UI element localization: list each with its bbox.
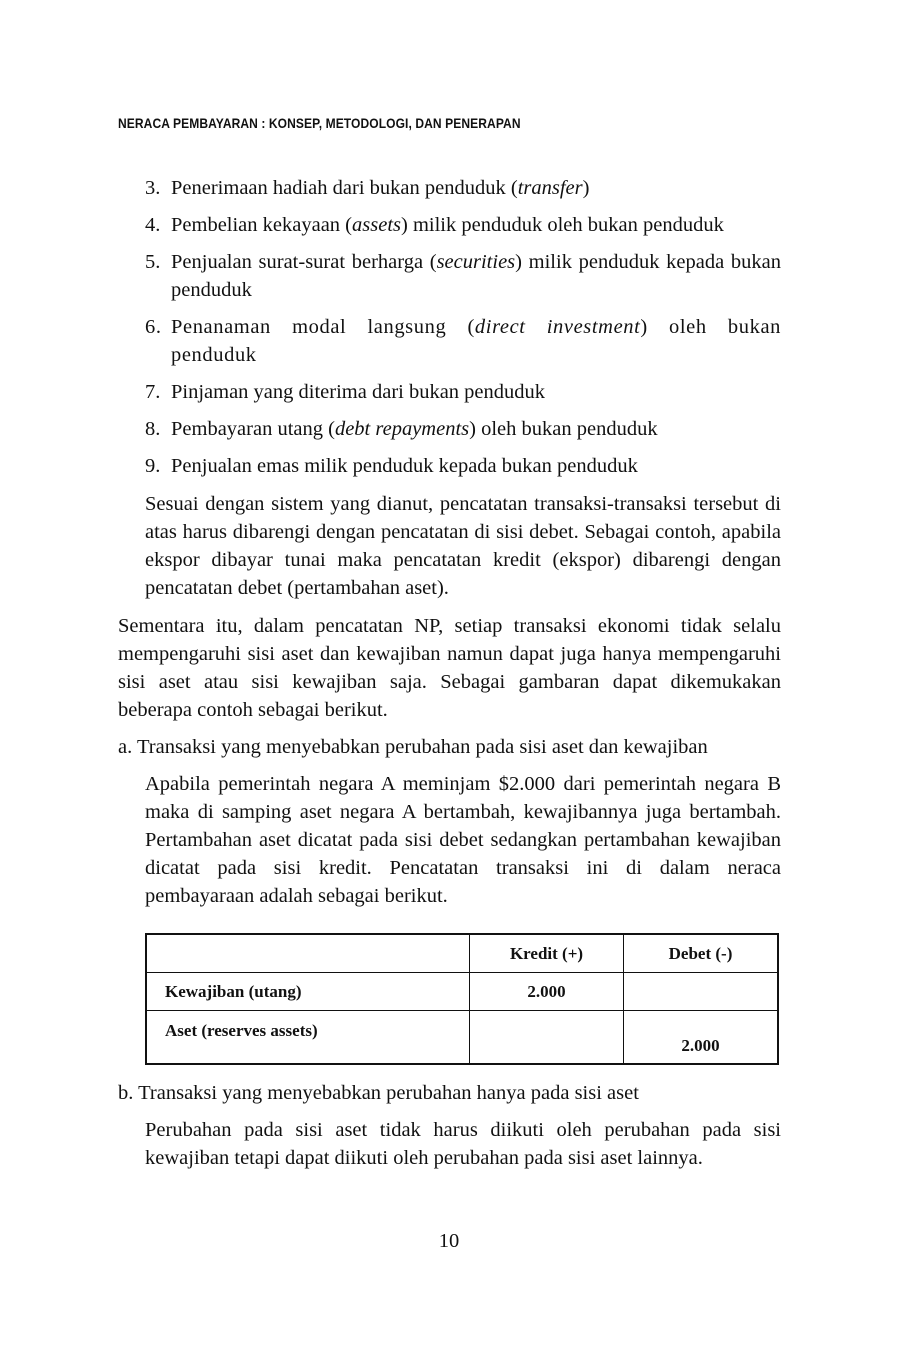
foreign-term: direct investment xyxy=(474,316,641,338)
foreign-term: securities xyxy=(436,251,516,273)
debet-value xyxy=(624,973,779,1011)
list-number: 9. xyxy=(145,455,161,477)
paragraph-asset-change: Perubahan pada sisi aset tidak harus diikuti oleh perubahan pada sisi kewajiban tetapi dapat diikuti oleh perubahan pada sisi aset lainnya. xyxy=(145,1119,781,1169)
kredit-value xyxy=(470,1011,624,1065)
table-header-kredit: Kredit (+) xyxy=(470,934,624,973)
list-item: 9. Penjualan emas milik penduduk kepada bukan penduduk xyxy=(145,452,781,480)
section-b-heading: b. Transaksi yang menyebabkan perubahan hanya pada sisi aset xyxy=(118,1082,639,1104)
list-item: 7. Pinjaman yang diterima dari bukan penduduk xyxy=(145,378,781,406)
table-header-row xyxy=(146,934,778,973)
debet-value: 2.000 xyxy=(624,1011,779,1065)
table-row xyxy=(146,973,778,1011)
row-label: Kewajiban (utang) xyxy=(146,973,470,1011)
list-number: 4. xyxy=(145,214,161,236)
list-number: 8. xyxy=(145,418,161,440)
foreign-term: debt repayments xyxy=(334,418,470,440)
list-item: 6. Penanaman modal langsung (direct investment) oleh bukan penduduk xyxy=(145,313,781,369)
list-item: 4. Pembelian kekayaan (assets) milik penduduk oleh bukan penduduk xyxy=(145,211,781,239)
receipt-list xyxy=(145,174,781,489)
running-header: NERACA PEMBAYARAN : KONSEP, METODOLOGI, DAN PENERAPAN xyxy=(118,115,521,131)
paragraph-debit-recording: Sesuai dengan sistem yang dianut, pencatatan transaksi-transaksi tersebut di atas harus dibarengi dengan pencatatan di sisi debet. Sebagai contoh, apabila ekspor dibayar tunai maka pencatatan kredit (ekspor) dibarengi dengan pencatatan debet (pertambahan aset). xyxy=(145,493,781,599)
foreign-term: transfer xyxy=(517,177,583,199)
table-header-cell xyxy=(146,934,470,973)
foreign-term: assets xyxy=(352,214,401,236)
paragraph-loan-example: Apabila pemerintah negara A meminjam $2.000 dari pemerintah negara B maka di samping aset negara A bertambah, kewajibannya juga bertambah. Pertambahan aset dicatat pada sisi debet sedangkan pertambahan kewajiban dicatat pada sisi kredit. Pencatatan transaksi ini di dalam neraca pembayaraan adalah sebagai berikut. xyxy=(145,773,781,907)
list-item: 8. Pembayaran utang (debt repayments) oleh bukan penduduk xyxy=(145,415,781,443)
paragraph-np-recording: Sementara itu, dalam pencatatan NP, setiap transaksi ekonomi tidak selalu mempengaruhi sisi aset dan kewajiban namun dapat juga hanya mempengaruhi sisi aset atau sisi kewajiban saja. Sebagai gambaran dapat dikemukakan beberapa contoh sebagai berikut. xyxy=(118,615,781,721)
list-number: 5. xyxy=(145,251,161,273)
row-label: Aset (reserves assets) xyxy=(146,1011,470,1065)
list-number: 6. xyxy=(145,316,162,338)
balance-table xyxy=(145,933,779,1065)
table-row xyxy=(146,1011,778,1065)
list-item: 5. Penjualan surat-surat berharga (securities) milik penduduk kepada bukan penduduk xyxy=(145,248,781,304)
list-number: 7. xyxy=(145,381,161,403)
list-number: 3. xyxy=(145,177,161,199)
list-item: 3. Penerimaan hadiah dari bukan penduduk (transfer) xyxy=(145,174,781,202)
kredit-value: 2.000 xyxy=(470,973,624,1011)
section-a-heading: a. Transaksi yang menyebabkan perubahan pada sisi aset dan kewajiban xyxy=(118,736,708,758)
table-header-debet: Debet (-) xyxy=(624,934,779,973)
page-number: 10 xyxy=(438,1230,460,1252)
